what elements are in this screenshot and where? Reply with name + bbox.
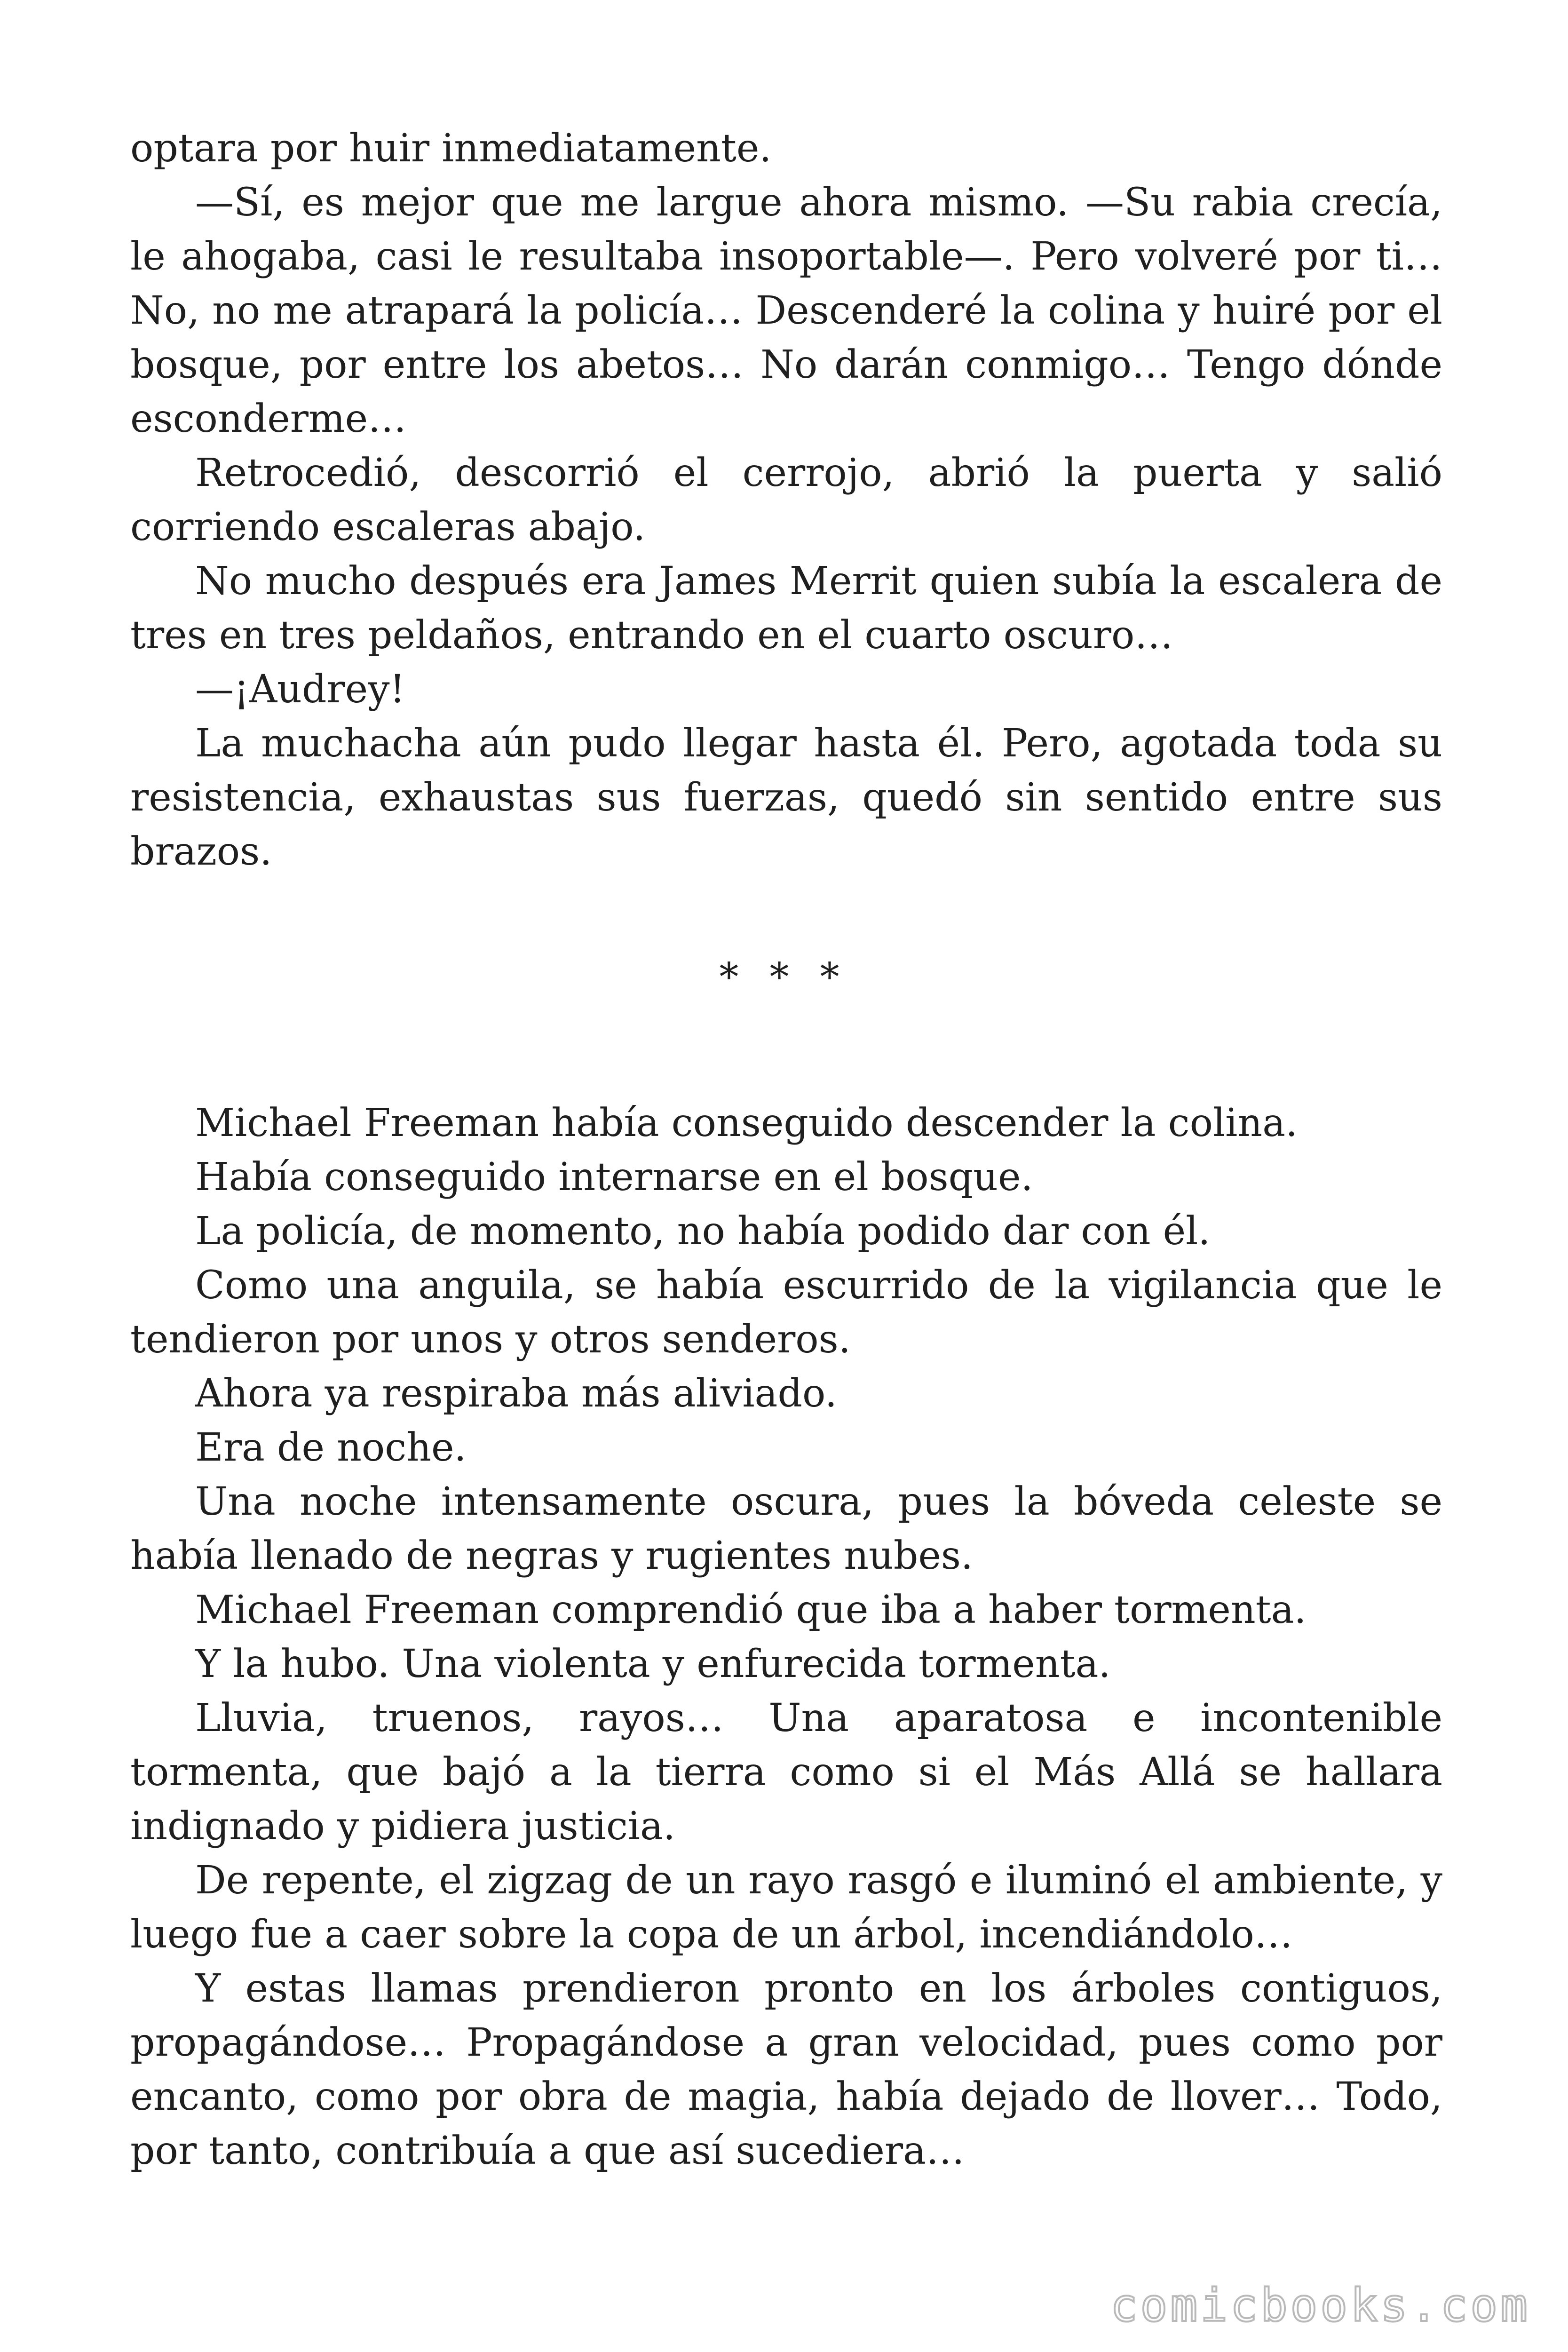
paragraph: Lluvia, truenos, rayos… Una aparatosa e incontenible tormenta, que bajó a la tierra como si el Más Allá se hallara indignado y pidiera justicia. xyxy=(130,1696,1442,1849)
paragraph: Michael Freeman comprendió que iba a haber tormenta. xyxy=(195,1588,1307,1632)
paragraph: Como una anguila, se había escurrido de la vigilancia que le tendieron por unos y otros senderos. xyxy=(130,1263,1442,1362)
watermark: comicbooks.com xyxy=(1110,2279,1530,2332)
paragraph: optara por huir inmediatamente. xyxy=(130,126,772,171)
section-separator: * * * xyxy=(719,955,849,1000)
paragraph: Michael Freeman había conseguido descender la colina. xyxy=(195,1101,1298,1145)
paragraph: —¡Audrey! xyxy=(195,667,405,712)
paragraph: Una noche intensamente oscura, pues la bóveda celeste se había llenado de negras y rugientes nubes. xyxy=(130,1479,1442,1578)
paragraph: Había conseguido internarse en el bosque. xyxy=(195,1155,1033,1200)
paragraph: Y estas llamas prendieron pronto en los árboles contiguos, propagándose… Propagándose a gran velocidad, pues como por encanto, como por obra de magia, había dejado de llover… Todo, por tanto, contribuía a que así sucediera… xyxy=(130,1966,1442,2173)
paragraph: —Sí, es mejor que me largue ahora mismo. —Su rabia crecía, le ahogaba, casi le resultaba insoportable—. Pero volveré por ti… No, no me atrapará la policía… Descenderé la colina y huiré por el bosque, por entre los abetos… No darán conmigo… Tengo dónde esconderme… xyxy=(130,180,1442,441)
paragraph: La policía, de momento, no había podido dar con él. xyxy=(195,1209,1211,1254)
paragraph: Ahora ya respiraba más aliviado. xyxy=(195,1371,837,1416)
paragraph: Era de noche. xyxy=(195,1425,467,1470)
paragraph: No mucho después era James Merrit quien subía la escalera de tres en tres peldaños, entrando en el cuarto oscuro… xyxy=(130,559,1442,658)
text-section-bottom xyxy=(130,1096,1442,2178)
paragraph: Retrocedió, descorrió el cerrojo, abrió la puerta y salió corriendo escaleras abajo. xyxy=(130,451,1442,549)
paragraph: Y la hubo. Una violenta y enfurecida tormenta. xyxy=(195,1642,1111,1686)
paragraph: La muchacha aún pudo llegar hasta él. Pero, agotada toda su resistencia, exhaustas sus fuerzas, quedó sin sentido entre sus brazos. xyxy=(130,721,1442,874)
text-section-top xyxy=(130,121,1442,879)
paragraph: De repente, el zigzag de un rayo rasgó e iluminó el ambiente, y luego fue a caer sobre la copa de un árbol, incendiándolo… xyxy=(130,1858,1442,1957)
